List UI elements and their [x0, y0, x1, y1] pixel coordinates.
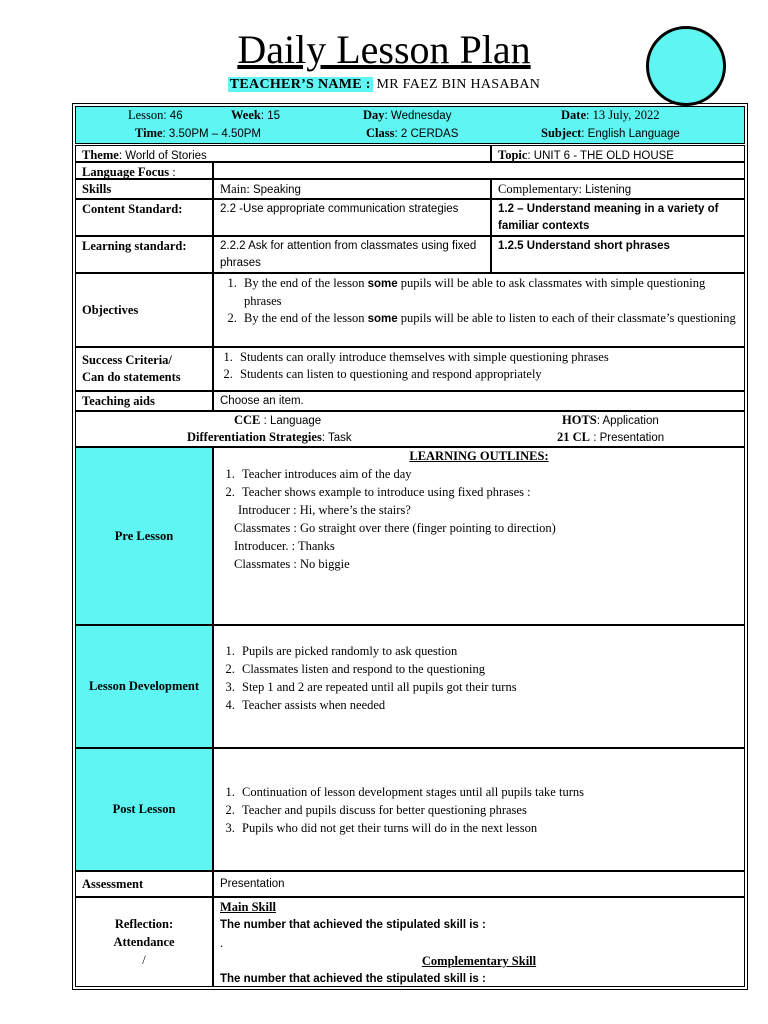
time-label: Time: [135, 126, 163, 140]
main-skill-heading: Main Skill: [220, 900, 276, 914]
objectives-label: [75, 273, 213, 347]
subject-value: : English Language: [581, 128, 680, 140]
content-standard-main: 2.2 -Use appropriate communication strategies: [213, 199, 491, 236]
lesson-development-item: 1. Pupils are picked randomly to ask question: [238, 642, 744, 660]
reflection-content: [213, 897, 745, 987]
pre-lesson-item: 2. Teacher shows example to introduce using fixed phrases :: [238, 483, 744, 501]
objective-2-a: By the end of the lesson: [244, 311, 368, 325]
theme-value: : World of Stories: [118, 150, 207, 162]
objectives-list: [214, 275, 744, 328]
complementary-skill-label: Complementary:: [498, 182, 586, 196]
teacher-name-label: TEACHER’S NAME :: [229, 77, 371, 92]
lesson-development-label: [75, 625, 213, 748]
topic-value: : UNIT 6 - THE OLD HOUSE: [527, 150, 674, 162]
pre-lesson-dialogue: [214, 501, 744, 573]
date-label: Date: [561, 108, 586, 122]
main-skill-text: The number that achieved the stipulated skill is :: [220, 919, 486, 931]
objective-2-c: pupils will be able to listen to each of their classmate’s questioning: [397, 311, 736, 325]
main-skill-value: Speaking: [252, 184, 301, 196]
language-focus-label: Language Focus: [82, 165, 170, 179]
assessment-value-text: Presentation: [220, 877, 285, 890]
lesson-development-item: 3. Step 1 and 2 are repeated until all pupils got their turns: [238, 678, 744, 696]
lesson-value: : 46: [163, 110, 183, 122]
reflection-label: [75, 897, 213, 987]
post-lesson-item: 3. Pupils who did not get their turns will do in the next lesson: [238, 819, 744, 837]
success-criteria-label-1: Success Criteria/: [82, 353, 172, 367]
success-criteria-content: [213, 347, 745, 391]
success-criteria-list: [214, 349, 744, 383]
objective-2-some: some: [367, 313, 398, 325]
dialogue-line: Introducer. : Thanks: [234, 539, 335, 553]
diff-label: Differentiation Strategies: [187, 430, 322, 444]
objectives-label-text: Objectives: [82, 302, 139, 317]
lesson-development-label-text: Lesson Development: [88, 679, 200, 693]
time-value: : 3.50PM – 4.50PM: [162, 128, 261, 140]
pre-lesson-content: [213, 447, 745, 625]
attendance-label-text: Attendance: [113, 935, 175, 949]
post-lesson-item: 2. Teacher and pupils discuss for better questioning phrases: [238, 801, 744, 819]
pre-lesson-label-text: Pre Lesson: [114, 528, 174, 543]
dialogue-line: Classmates : No biggie: [234, 557, 350, 571]
success-criteria-item: 2. Students can listen to questioning and respond appropriately: [236, 366, 744, 383]
cce-label: CCE: [234, 413, 261, 427]
complementary-skill-text: The number that achieved the stipulated skill is :: [220, 973, 486, 985]
pre-lesson-item: 1. Teacher introduces aim of the day: [238, 465, 744, 483]
day-value: : Wednesday: [384, 110, 452, 122]
language-focus-value: :: [169, 165, 176, 179]
teacher-name-value: MR FAEZ BIN HASABAN: [372, 77, 541, 92]
main-skill-dot: .: [220, 936, 224, 950]
diff-value: : Task: [321, 432, 352, 444]
week-label: Week: [231, 108, 261, 122]
learning-outlines-title: LEARNING OUTLINES:: [409, 449, 549, 463]
date-value: : 13 July, 2022: [586, 108, 660, 122]
lesson-development-item: 4. Teacher assists when needed: [238, 696, 744, 714]
skills-label: Skills: [75, 179, 213, 199]
hots-label: HOTS: [562, 413, 597, 427]
assessment-value: [213, 871, 745, 897]
cce-value: : Language: [260, 415, 322, 427]
lesson-development-item: 2. Classmates listen and respond to the questioning: [238, 660, 744, 678]
topic-cell: [491, 145, 745, 162]
main-skill-label: Main:: [220, 182, 253, 196]
objective-1-some: some: [367, 278, 398, 290]
21cl-label: 21 CL: [557, 430, 590, 444]
assessment-label-text: Assessment: [82, 876, 144, 891]
pre-lesson-list: [214, 465, 744, 501]
language-focus-cell: [75, 162, 213, 179]
post-lesson-content: [213, 748, 745, 871]
post-lesson-item: 1. Continuation of lesson development stages until all pupils take turns: [238, 783, 744, 801]
day-label: Day: [363, 108, 385, 122]
teaching-aids-value[interactable]: Choose an item.: [213, 391, 745, 411]
objective-item: [240, 275, 744, 310]
complementary-skill-heading: Complementary Skill: [421, 954, 537, 968]
dialogue-line: Classmates : Go straight over there (finger pointing to direction): [234, 521, 556, 535]
language-focus-content: [213, 162, 745, 179]
learning-standard-complementary: 1.2.5 Understand short phrases: [491, 236, 745, 273]
topic-label: Topic: [498, 148, 528, 162]
learning-standard-label: Learning standard:: [75, 236, 213, 273]
21cl-value: : Presentation: [590, 432, 665, 444]
content-standard-complementary: 1.2 – Understand meaning in a variety of familiar contexts: [491, 199, 745, 236]
circle-decoration: [646, 26, 726, 106]
post-lesson-list: [214, 783, 744, 837]
class-label: Class: [366, 126, 395, 140]
success-criteria-item: 1. Students can orally introduce themselves with simple questioning phrases: [236, 349, 744, 366]
attendance-slash: /: [142, 953, 146, 967]
objective-1-c: pupils will be able to ask classmates with simple questioning phrases: [244, 276, 706, 308]
objectives-content: [213, 273, 745, 347]
success-criteria-label: [75, 347, 213, 391]
post-lesson-label: [75, 748, 213, 871]
objective-1-a: By the end of the lesson: [244, 276, 368, 290]
teacher-name-line: [0, 76, 768, 94]
lesson-development-list: [214, 642, 744, 714]
lesson-label: Lesson: [128, 108, 164, 122]
cce-hots-row: [75, 411, 745, 447]
subject-label: Subject: [541, 126, 582, 140]
class-value: : 2 CERDAS: [394, 128, 459, 140]
reflection-label-text: Reflection:: [114, 917, 174, 931]
main-skill-cell: [213, 179, 491, 199]
page-title: Daily Lesson Plan: [237, 27, 531, 72]
content-standard-label: Content Standard:: [75, 199, 213, 236]
complementary-skill-cell: [491, 179, 745, 199]
complementary-skill-value: Listening: [585, 184, 632, 196]
lesson-header: [75, 106, 745, 144]
hots-value: : Application: [596, 415, 659, 427]
teaching-aids-label: Teaching aids: [75, 391, 213, 411]
objective-item: [240, 310, 744, 328]
post-lesson-label-text: Post Lesson: [112, 802, 176, 816]
week-value: : 15: [260, 110, 281, 122]
theme-label: Theme: [82, 148, 119, 162]
theme-cell: [75, 145, 491, 162]
lesson-development-content: [213, 625, 745, 748]
learning-standard-main: 2.2.2 Ask for attention from classmates using fixed phrases: [213, 236, 491, 273]
assessment-label: [75, 871, 213, 897]
success-criteria-label-2: Can do statements: [82, 370, 181, 384]
dialogue-line: Introducer : Hi, where’s the stairs?: [238, 503, 411, 517]
pre-lesson-label: [75, 447, 213, 625]
